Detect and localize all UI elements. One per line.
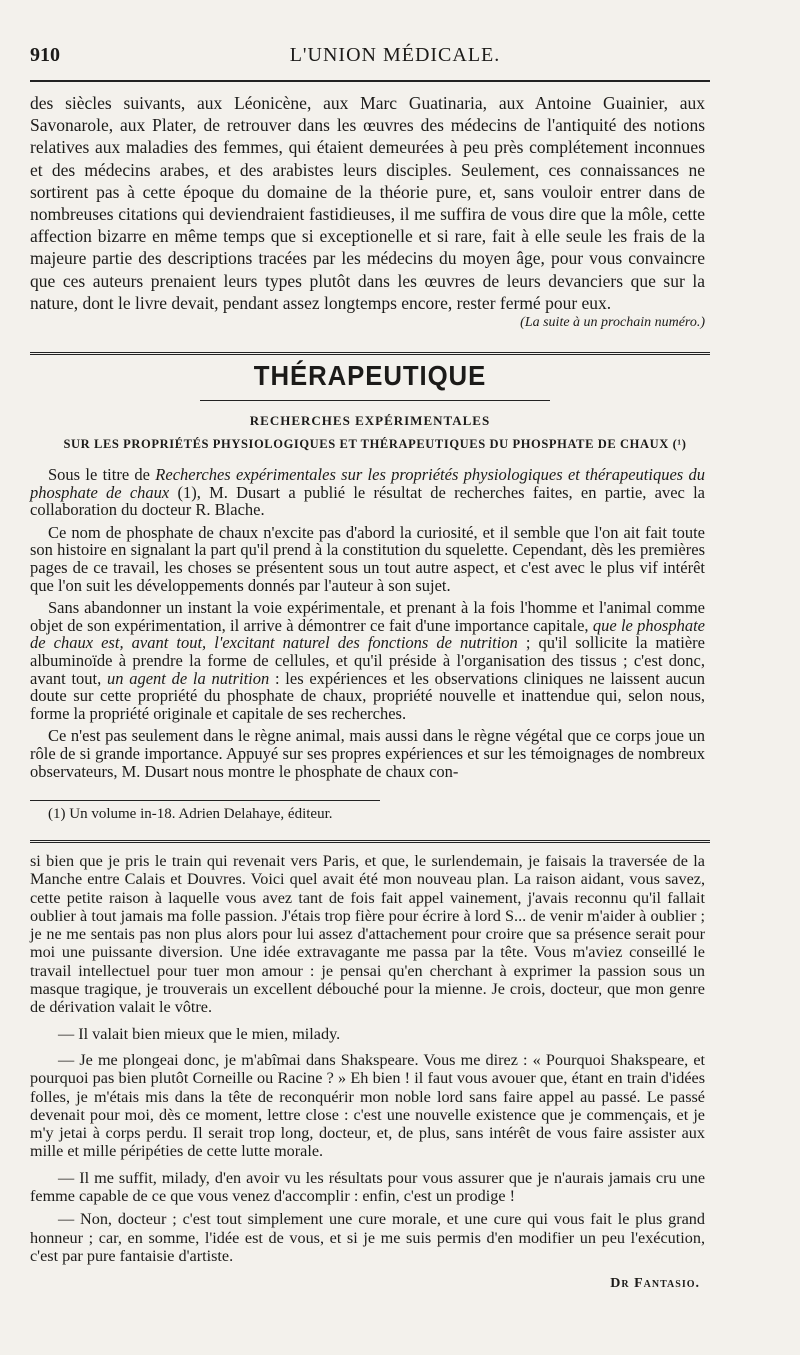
feuilleton-divider	[30, 840, 710, 843]
paragraph-3	[30, 599, 705, 722]
article-subheading: RECHERCHES EXPÉRIMENTALES	[249, 413, 491, 428]
feuilleton-paragraph: — Je me plongeai donc, je m'abîmai dans Shakspeare. Vous me direz : « Pourquoi Shakspeare, et pourquoi pas bien plutôt Corneille ou Racine ? » Eh bien ! il faut vous avouer que, étant en train d'idées folles, je m'étais mis dans la tête de reconquérir mon noble lord sans faire appel au passé. Le passé devenait pour moi, dès ce moment, lettre close : c'est une nouvelle existence que je commençais, et je m'y jetai à corps perdu. Il serait trop long, docteur, et, de plus, sans intérêt de vous faire assister aux mille et mille péripéties de cette lutte morale.	[30, 1050, 705, 1161]
feuilleton-paragraph: — Il valait bien mieux que le mien, milady.	[58, 1024, 341, 1043]
paragraph-2: Ce nom de phosphate de chaux n'excite pas d'abord la curiosité, et il semble que l'on ait fait toute son histoire en signalant la part qu'il prend à la constitution du squelette. Cependant, dès les premières pages de ce travail, les choses se présentent sous un tout autre aspect, et c'est avec le plus vif intérêt que l'on suit les développements donnés par l'auteur à son sujet.	[30, 522, 705, 595]
text-run: : les expériences et les observations cliniques ne laissent aucun doute sur cette propriété du phosphate de chaux, propriété nouvelle et inattendue qui, selon nous, forme la propriété originale et capitale de ses recherches.	[30, 668, 706, 723]
paragraph-1	[30, 466, 705, 519]
section-divider	[30, 352, 710, 355]
page-header	[30, 40, 760, 76]
section-title: THÉRAPEUTIQUE	[253, 360, 487, 391]
italic-phrase: que le phosphate de chaux est, avant tout, l'excitant naturel des fonctions de nutrition	[30, 615, 705, 653]
feuilleton-paragraph: — Il me suffit, milady, d'en avoir vu les résultats pour vous assurer que je n'aurais jamais cru une femme capable de ce que vous venez d'accomplir : enfin, c'est un prodige !	[30, 1168, 705, 1206]
feuilleton-paragraph: si bien que je pris le train qui revenait vers Paris, et que, le surlendemain, je faisais la traversée de la Manche entre Calais et Douvres. Voici quel avait été mon nouveau plan. La raison aidant, vous savez, cette petite raison à laquelle vous avez tant de fois fait appel vainement, j'avais reconnu qu'il fallait oublier à tout jamais ma folle passion. J'étais trop fière pour écrire à lord S... de venir m'aider à oublier ; je ne me sentais pas non plus alors pour lui assez d'attachement pour croire que sa présence serait pour moi une puissante diversion. Une idée extravagante me passa par la tête. Vous m'aviez conseillé le travail intellectuel pour tuer mon amour : je pensai qu'en cherchant à exprimer la passion sous un masque tragique, je trouverais un excellent débouché pour la mienne. Je crois, docteur, que mon genre de dérivation valait le vôtre.	[30, 852, 705, 1017]
author-signature: Dr Fantasio.	[610, 1276, 700, 1291]
top-article-text	[30, 92, 705, 334]
title-underline	[200, 400, 550, 401]
header-rule	[30, 80, 710, 82]
top-paragraph: des siècles suivants, aux Léonicène, aux Marc Guatinaria, aux Antoine Guainier, aux Savonarole, aux Plater, de retrouver dans les œuvres des médecins de l'antiquité des notions relatives aux maladies des femmes, qui étaient demeurées à peu près complétement inconnues et des médecins arabes, et des arabistes leurs disciples. Seulement, ces connaissances ne sortirent pas à cette époque du domaine de la théorie pure, et, sans vouloir entrer dans de nombreuses citations qui deviendraient fastidieuses, il me suffira de vous dire que la môle, cette affection bizarre en même temps que si exceptionelle et si rare, fait à elle seule les frais de la majeure partie des descriptions tracées par les médecins du moyen âge, pour vous convaincre que ces auteurs prenaient leurs types plutôt dans les œuvres de leurs devanciers que sur la nature, dont le livre devait, pendant assez longtemps encore, rester fermé pour eux.	[30, 93, 705, 313]
feuilleton-paragraph: — Non, docteur ; c'est tout simplement une cure morale, et une cure qui vous fait le plus grand honneur ; car, en somme, l'idée est de vous, et si je me suis permis d'en modifier un peu l'exécution, c'est par pure fantaisie d'artiste.	[30, 1210, 705, 1265]
journal-title: L'UNION MÉDICALE.	[289, 44, 501, 66]
feuilleton-text	[30, 852, 705, 1265]
page-number: 910	[30, 44, 60, 66]
to-be-continued-note: (La suite à un prochain numéro.)	[520, 315, 705, 331]
footnote: (1) Un volume in-18. Adrien Delahaye, éditeur.	[48, 806, 333, 822]
paragraph-4: Ce n'est pas seulement dans le règne animal, mais aussi dans le règne végétal que ce corps joue un rôle de si grande importance. Appuyé sur ses propres expériences et sur les témoignages de nombreux observateurs, M. Dusart nous montre le phosphate de chaux con-	[30, 726, 705, 781]
article-heading: SUR LES PROPRIÉTÉS PHYSIOLOGIQUES ET THÉRAPEUTIQUES DU PHOSPHATE DE CHAUX (¹)	[63, 437, 687, 451]
text-run: Sans abandonner un instant la voie expérimentale, et prenant à la fois l'homme et l'animal comme objet de son expérimentation, il arrive à démontrer ce fait d'une importance capitale,	[30, 598, 705, 635]
footnote-rule	[30, 800, 380, 801]
book-title: Recherches expérimentales sur les propriétés physiologiques et thérapeutiques du phosphate de chaux	[30, 465, 705, 502]
text-run: (1), M. Dusart a publié le résultat de recherches faites, en partie, avec la collaboration du docteur R. Blache.	[30, 482, 705, 520]
text-run: ; qu'il sollicite la matière albuminoïde à prendre la forme de cellules, et qu'il préside à l'organisation des tissus ; c'est donc, avant tout,	[30, 633, 705, 688]
text-run: Sous le titre de	[48, 465, 156, 484]
therapeutique-article	[30, 466, 705, 780]
italic-phrase: un agent de la nutrition	[107, 668, 270, 688]
